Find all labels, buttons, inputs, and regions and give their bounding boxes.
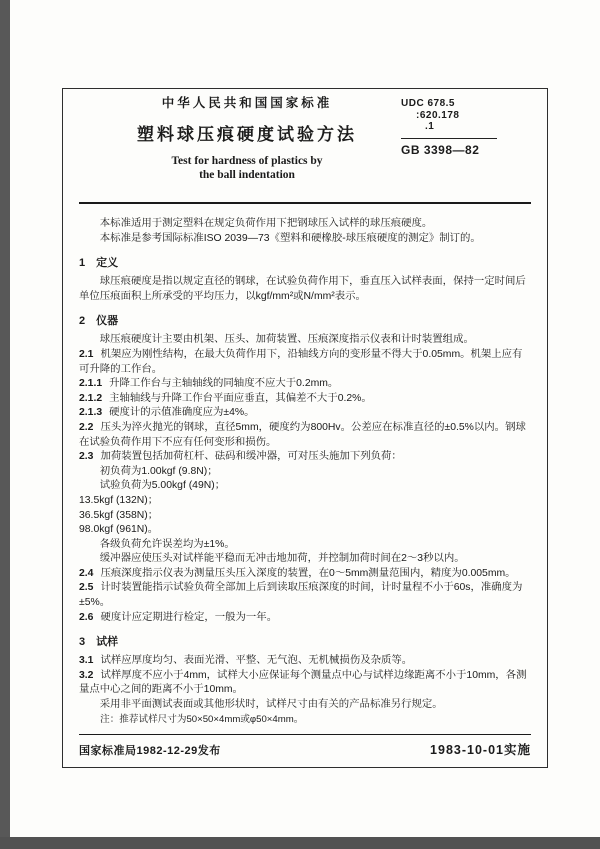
buffer-paragraph: 缓冲器应使压头对试样能平稳而无冲击地加荷，并控制加荷时间在2～3秒以内。 [99, 553, 465, 565]
standard-org: 中华人民共和国国家标准 [161, 96, 333, 110]
clause-2-1-2-number: 2.1.2 [79, 392, 103, 404]
clause-2-5-number: 2.5 [79, 582, 94, 594]
clause-2-6-number: 2.6 [79, 611, 94, 623]
note-paragraph: 注：推荐试样尺寸为50×50×4mm或φ50×4mm。 [100, 713, 304, 725]
clause-2-1-1-number: 2.1.1 [79, 378, 103, 390]
section-3-title: 试样 [96, 636, 119, 649]
clause-2-5 [79, 581, 531, 610]
section-3-heading [79, 635, 531, 650]
non-flat-paragraph: 采用非平面测试表面或其他形状时，试样尺寸由有关的产品标准另行规定。 [99, 699, 443, 711]
clause-2-2 [79, 421, 531, 450]
intro-paragraph-2: 本标准是参考国际标准ISO 2039—73《塑料和硬橡胶-球压痕硬度的测定》制订的。 [99, 232, 481, 244]
document-title: 塑料球压痕硬度试验方法 [137, 125, 357, 144]
clause-3-2-text: 试样厚度不应小于4mm，试样大小应保证每个测量点中心与试样边缘距离不小于10mm，各测量点中心之间的距离不小于10mm。 [79, 669, 527, 696]
scan-edge-bottom [0, 837, 600, 849]
clause-2-4-number: 2.4 [79, 567, 94, 579]
section-2-number: 2 [79, 315, 86, 328]
clause-2-5-text: 计时装置能指示试验负荷全部加上后到读取压痕深度的时间，计时量程不小于60s，准确度为±5%。 [79, 582, 523, 609]
load-tolerance: 各级负荷允许误差均为±1%。 [99, 538, 235, 550]
section-1-title: 定义 [96, 257, 119, 270]
section-2-heading [79, 314, 531, 329]
clause-2-4 [79, 567, 531, 582]
page-frame [62, 88, 548, 768]
clause-3-2-number: 3.2 [79, 669, 94, 681]
header-title-block [79, 96, 401, 182]
issued-by-text: 国家标准局1982-12-29发布 [79, 745, 221, 757]
udc-number-line2: :620.178 [416, 109, 460, 121]
document-title-en-line1: Test for hardness of plastics by [171, 155, 323, 167]
clause-2-3-text: 加荷装置包括加荷杠杆、砝码和缓冲器，可对压头施加下列负荷： [100, 451, 402, 463]
clause-2-1-3 [79, 406, 531, 421]
clause-2-1-2 [79, 392, 531, 407]
section-3-number: 3 [79, 636, 86, 649]
load-line-3: 36.5kgf (358N)； [79, 509, 159, 521]
clause-2-6 [79, 611, 531, 626]
section-2-title: 仪器 [96, 315, 119, 328]
clause-2-1-3-text: 硬度计的示值准确度应为±4%。 [109, 407, 255, 419]
standard-code-block [401, 96, 497, 182]
document-body [79, 217, 531, 727]
footer-row [79, 740, 531, 758]
clause-2-4-text: 压痕深度指示仪表为测量压头压入深度的装置，在0～5mm测量范围内，精度为0.005mm。 [100, 567, 516, 579]
udc-number-line3: .1 [425, 121, 435, 132]
load-line-test: 试验负荷为5.00kgf (49N)； [99, 480, 226, 492]
document-title-en-line2: the ball indentation [199, 169, 295, 181]
footer-divider [79, 734, 531, 735]
udc-number-line1: UDC 678.5 [401, 98, 455, 109]
clause-2-3-number: 2.3 [79, 451, 94, 463]
clause-2-1-1 [79, 377, 531, 392]
udc-divider [401, 138, 497, 139]
clause-2-1-2-text: 主轴轴线与升降工作台平面应垂直，其偏差不大于0.2%。 [109, 392, 372, 404]
clause-3-2 [79, 669, 531, 698]
section-2-lead: 球压痕硬度计主要由机架、压头、加荷装置、压痕深度指示仪表和计时装置组成。 [99, 334, 474, 346]
clause-2-2-number: 2.2 [79, 421, 94, 433]
clause-2-6-text: 硬度计应定期进行检定，一般为一年。 [100, 611, 278, 623]
clause-2-1-1-text: 升降工作台与主轴轴线的同轴度不应大于0.2mm。 [109, 378, 339, 390]
clause-2-1 [79, 348, 531, 377]
header-divider [79, 202, 531, 204]
clause-2-2-text: 压头为淬火抛光的钢球，直径5mm，硬度约为800Hv。公差应在标准直径的±0.5%以内。钢球在试验负荷作用下不应有任何变形和损伤。 [79, 421, 526, 448]
clause-2-1-number: 2.1 [79, 348, 94, 360]
load-line-2: 13.5kgf (132N)； [79, 494, 159, 506]
document-header [79, 96, 531, 182]
page-footer [79, 734, 531, 758]
load-line-4: 98.0kgf (961N)。 [79, 524, 159, 536]
section-1-number: 1 [79, 257, 86, 270]
clause-3-1 [79, 654, 531, 669]
page-content [63, 89, 547, 767]
standard-code: GB 3398—82 [401, 142, 480, 157]
clause-3-1-text: 试样应厚度均匀、表面光滑、平整、无气泡、无机械损伤及杂质等。 [100, 655, 413, 667]
load-line-initial: 初负荷为1.00kgf (9.8N)； [99, 465, 218, 477]
clause-2-1-3-number: 2.1.3 [79, 407, 103, 419]
section-1-heading [79, 256, 531, 271]
clause-3-1-number: 3.1 [79, 655, 94, 667]
clause-2-1-text: 机架应为刚性结构，在最大负荷作用下，沿轴线方向的变形量不得大于0.05mm。机架上应有可升降的工作台。 [79, 348, 523, 375]
section-1-paragraph: 球压痕硬度是指以规定直径的钢球，在试验负荷作用下，垂直压入试样表面，保持一定时间后单位压痕面积上所承受的平均压力，以kgf/mm²或N/mm²表示。 [79, 276, 526, 302]
intro-paragraph-1: 本标准适用于测定塑料在规定负荷作用下把钢球压入试样的球压痕硬度。 [99, 218, 433, 229]
clause-2-3 [79, 450, 531, 465]
effective-date-text: 1983-10-01实施 [430, 743, 531, 757]
scan-edge-left [0, 0, 10, 849]
